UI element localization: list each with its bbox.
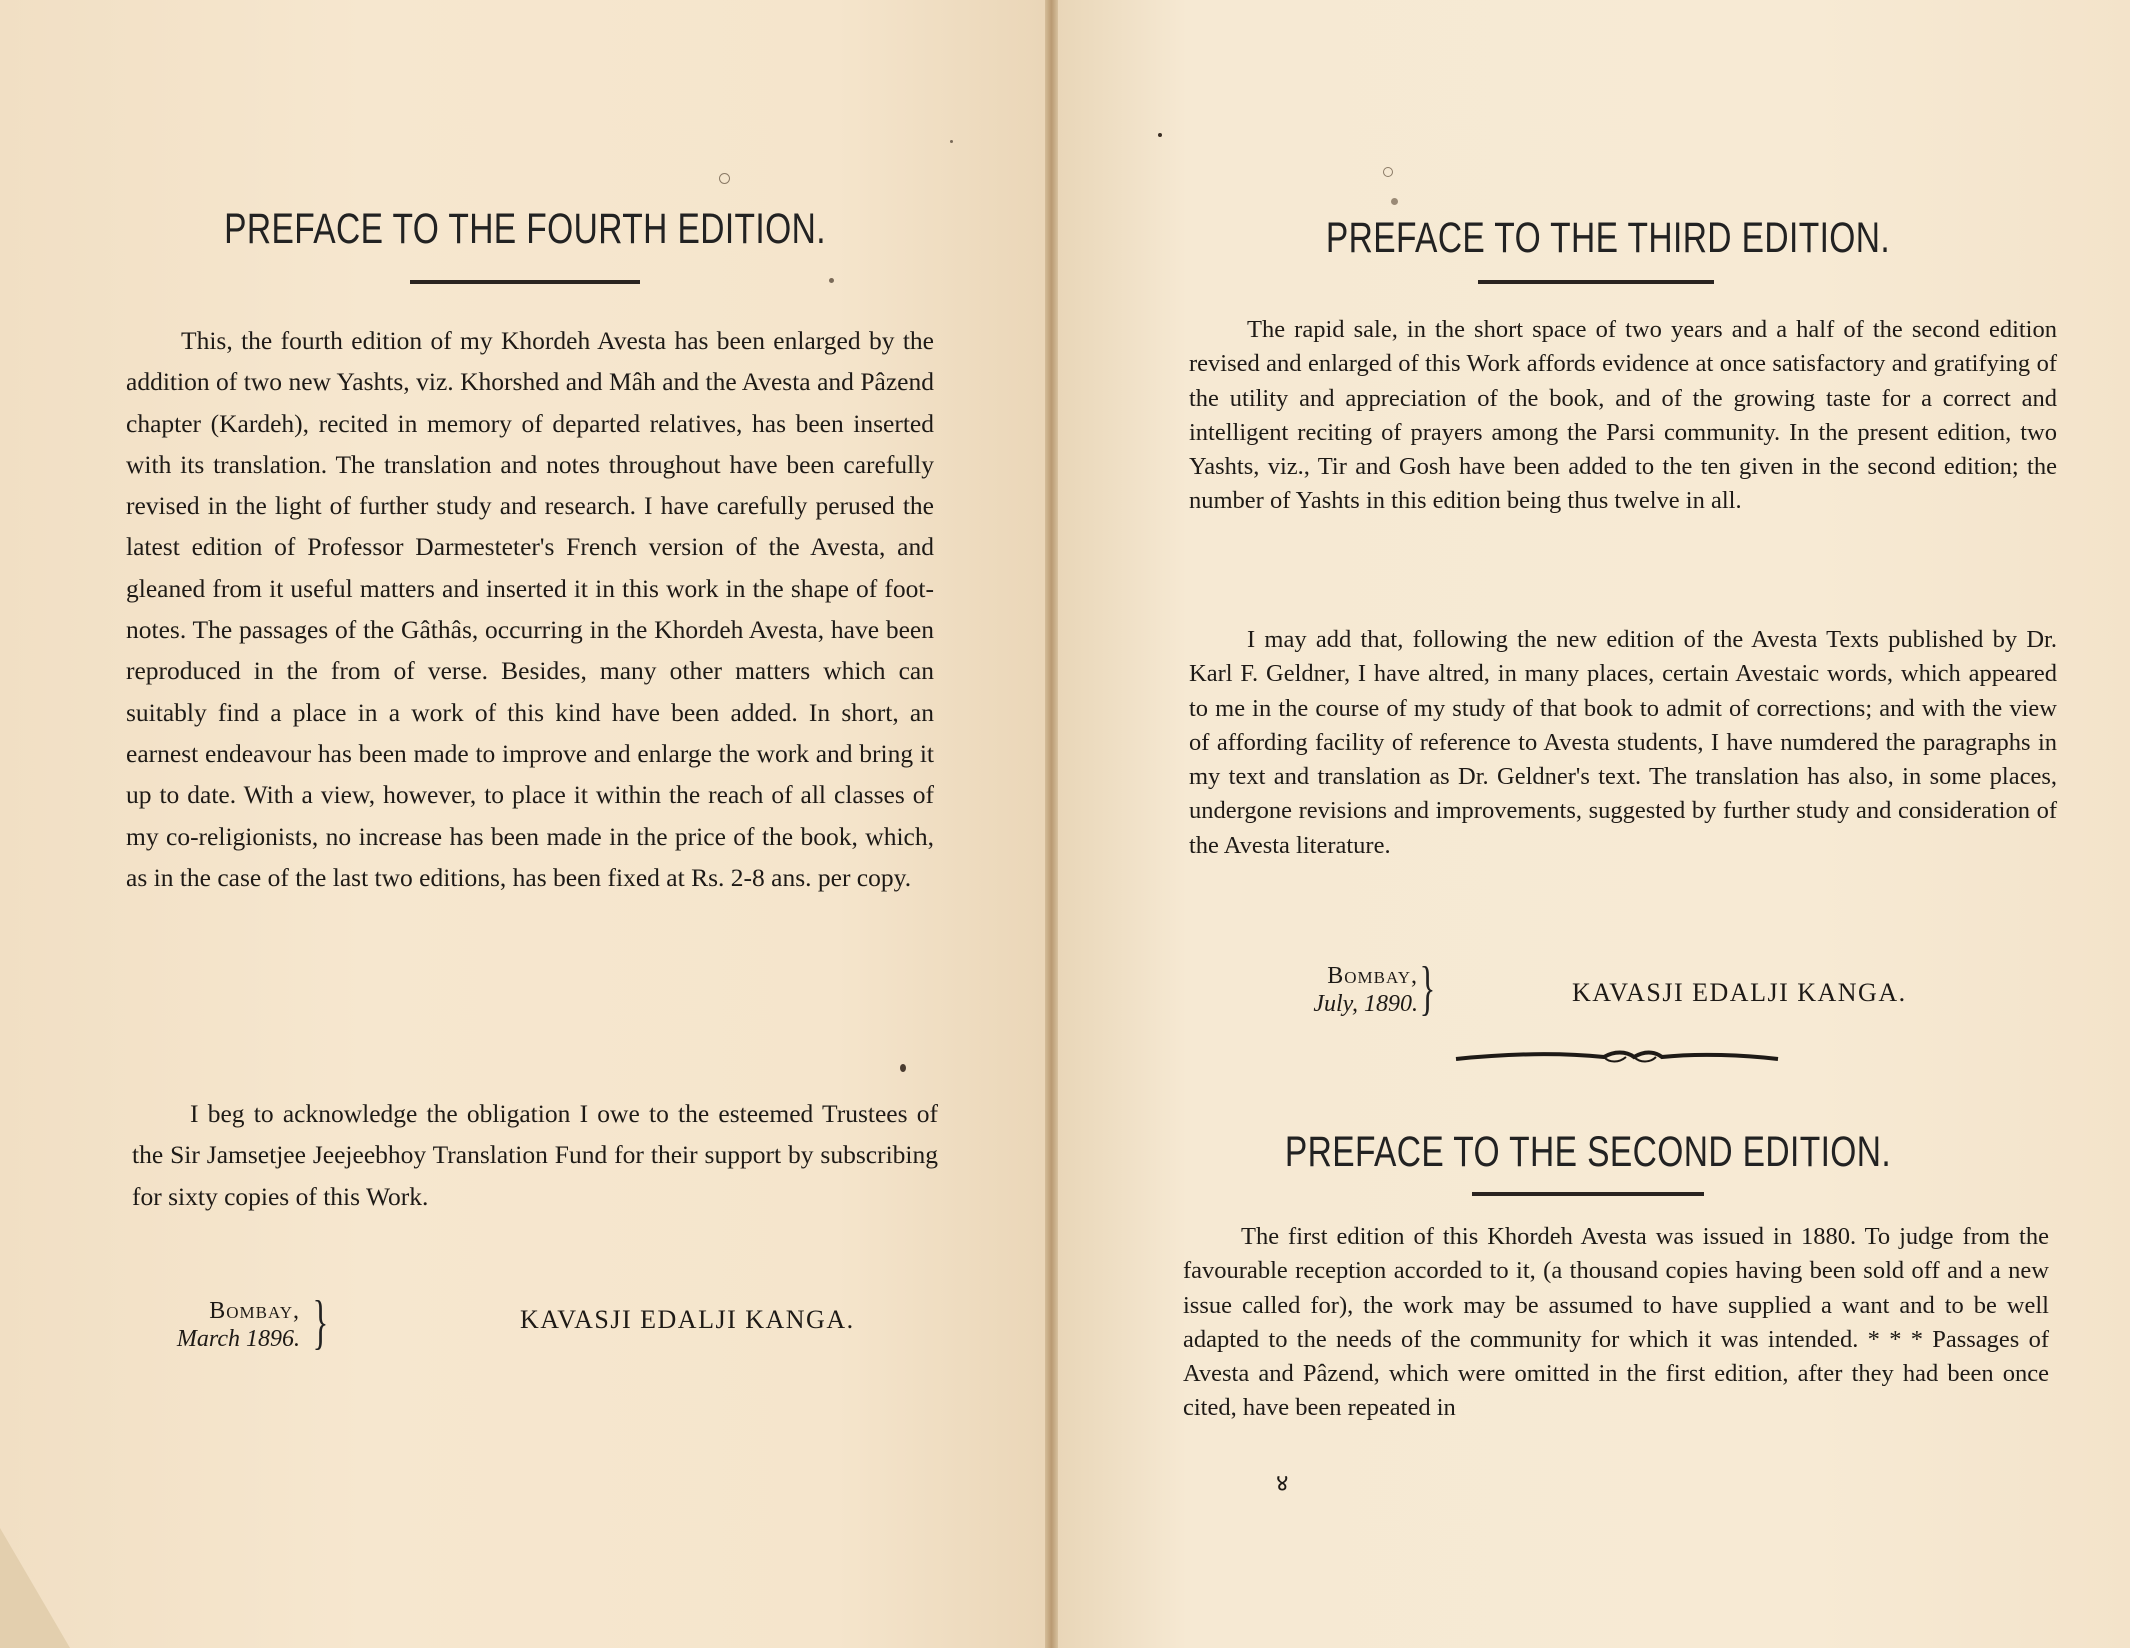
- fourth-edition-paragraph-2: I beg to acknowledge the obligation I owe to the esteemed Trustees of the Sir Jamsetjee Jeejeebhoy Translation Fund for their support by subscribing for sixty copies of this Work.: [132, 1099, 938, 1211]
- ink-speck: [1391, 198, 1398, 205]
- ink-speck: [1383, 167, 1393, 177]
- page-corner-fold: [0, 1528, 70, 1648]
- section-divider-ornament: [1454, 1045, 1780, 1069]
- third-edition-paragraph-1: The rapid sale, in the short space of two years and a half of the second edition revised and enlarged of this Work affords evidence at once satisfactory and gratifying of the utility and appreciation of the book, and of the growing taste for a correct and intelligent reciting of prayers among the Parsi community. In the present edition, two Yashts, viz., Tir and Gosh have been added to the ten given in the second edition; the number of Yashts in this edition being thus twelve in all.: [1189, 316, 2057, 515]
- book-gutter: [1045, 0, 1058, 1648]
- fourth-edition-author: KAVASJI EDALJI KANGA.: [520, 1305, 855, 1334]
- fourth-edition-signature-block: [140, 1297, 300, 1353]
- right-page: [1058, 0, 2130, 1648]
- third-edition-title: PREFACE TO THE THIRD EDITION.: [1325, 214, 1891, 262]
- third-edition-paragraph-2: I may add that, following the new edition of the Avesta Texts published by Dr. Karl F. Geldner, I have altred, in many places, certain Avestaic words, which appeared to me in the course of my study of that book to admit of corrections; and with the view of affording facility of reference to Avesta students, I have numdered the paragraphs in my text and translation as Dr. Geldner's text. The translation has also, in some places, undergone revisions and improvements, suggested by further study and consideration of the Avesta literature.: [1189, 626, 2057, 859]
- third-edition-date: July, 1890.: [1313, 991, 1418, 1017]
- left-page: [0, 0, 1045, 1648]
- fourth-edition-paragraph-1: This, the fourth edition of my Khordeh Avesta has been enlarged by the addition of two new Yashts, viz. Khorshed and Mâh and the Avesta and Pâzend chapter (Kardeh), recited in memory of departed relatives, has been inserted with its translation. The translation and notes throughout have been carefully revised in the light of further study and research. I have carefully perused the latest edition of Professor Darmesteter's French version of the Avesta, and gleaned from it useful matters and inserted it in this work in the shape of foot-notes. The passages of the Gâthâs, occurring in the Khordeh Avesta, have been reproduced in the from of verse. Besides, many other matters which can suitably find a place in a work of this kind have been added. In short, an earnest endeavour has been made to improve and enlarge the work and bring it up to date. With a view, however, to place it within the reach of all classes of my co-religionists, no increase has been made in the price of the book, which, as in the case of the last two editions, has been fixed at Rs. 2-8 ans. per copy.: [126, 326, 934, 892]
- fourth-edition-brace: }: [312, 1289, 329, 1355]
- second-edition-title: PREFACE TO THE SECOND EDITION.: [1284, 1128, 1892, 1176]
- fourth-edition-place: Bombay,: [209, 1298, 300, 1324]
- second-edition-paragraph-1: The first edition of this Khordeh Avesta was issued in 1880. To judge from the favourable reception accorded to it, (a thousand copies having been sold off and a new issue called for), the work may be assumed to have supplied a want and to be well adapted to the needs of the community for which it was intended. * * * Passages of Avesta and Pâzend, which were omitted in the first edition, after they had been once cited, have been repeated in: [1183, 1223, 2049, 1422]
- ink-speck: [1158, 133, 1162, 137]
- ink-speck: [719, 173, 730, 184]
- catchword: ४: [1276, 1471, 1289, 1497]
- third-edition-signature-block: [1208, 962, 1418, 1018]
- ink-speck: [950, 140, 953, 143]
- third-edition-brace: }: [1419, 955, 1436, 1021]
- third-edition-place: Bombay,: [1327, 963, 1418, 989]
- second-edition-title-rule: [1472, 1192, 1704, 1196]
- ink-speck: [829, 278, 834, 283]
- ink-speck: [900, 1064, 906, 1072]
- third-edition-title-rule: [1478, 280, 1714, 284]
- fourth-edition-date: March 1896.: [176, 1326, 300, 1352]
- fourth-edition-title-rule: [410, 280, 640, 284]
- fourth-edition-title: PREFACE TO THE FOURTH EDITION.: [224, 205, 826, 253]
- third-edition-author: KAVASJI EDALJI KANGA.: [1572, 978, 1907, 1007]
